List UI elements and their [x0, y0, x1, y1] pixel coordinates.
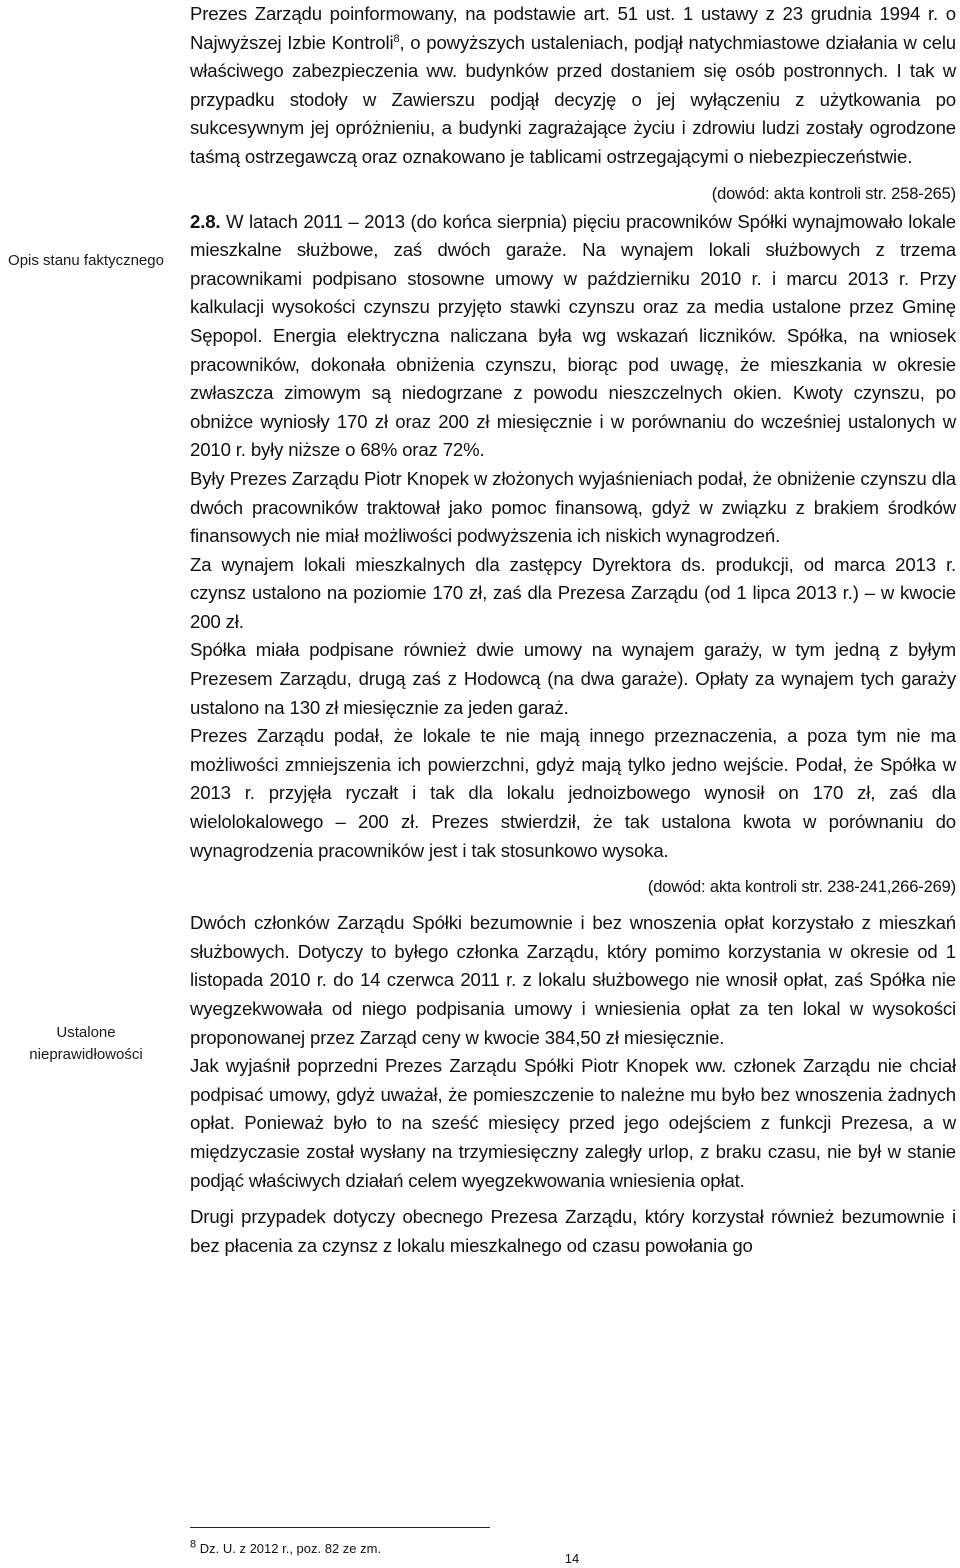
paragraph: Dwóch członków Zarządu Spółki bezumownie i bez wnoszenia opłat korzystało z mieszkań służbowych. Dotyczy to byłego członka Zarządu, który pomimo korzystania w okresie od 1 listopada 2010 r. do 14 czerwca 2011 r. z lokalu służbowego nie wnosił opłat, zaś Spółka nie wyegzekwowała od niego podpisania umowy i wniesienia opłat za ten lokal w wysokości proponowanej przez Zarząd ceny w kwocie 384,50 zł miesięcznie. — [190, 912, 956, 1048]
footnote-text: Dz. U. z 2012 r., poz. 82 ze zm. — [196, 1541, 382, 1556]
page-number: 14 — [564, 1551, 580, 1566]
footnote-reference: 8 — [393, 32, 400, 45]
paragraph: Jak wyjaśnił poprzedni Prezes Zarządu Spółki Piotr Knopek ww. członek Zarządu nie chciał podpisać umowy, gdyż uważał, że pomieszczenie to należne mu było bez wnoszenia żadnych opłat. Ponieważ było to na sześć miesięcy przed jego odejściem z funkcji Prezesa, a w międzyczasie został wysłany na trzymiesięczny zaległy urlop, z braku czasu, nie był w stanie podjąć właściwych działań celem wyegzekwowania wniesienia opłat. — [190, 1055, 956, 1191]
section-number: 2.8. — [190, 210, 221, 232]
footnote-divider — [190, 1527, 490, 1528]
paragraph: Za wynajem lokali mieszkalnych dla zastępcy Dyrektora ds. produkcji, od marca 2013 r. czynsz ustalono na poziomie 170 zł, zaś dla Prezesa Zarządu (od 1 lipca 2013 r.) – w kwocie 200 zł. — [190, 553, 956, 632]
paragraph: Były Prezes Zarządu Piotr Knopek w złożonych wyjaśnieniach podał, że obniżenie czynszu dla dwóch pracowników traktował jako pomoc finansową, gdyż w związku z brakiem środków finansowych nie miał możliwości podwyższenia ich niskich wynagrodzeń. — [190, 467, 956, 547]
paragraph: Drugi przypadek dotyczy obecnego Prezesa Zarządu, który korzystał również bezumownie i bez płacenia za czynsz z lokalu mieszkalnego od czasu powołania go — [190, 1206, 956, 1256]
text-run: , o powyższych ustaleniach, podjął natychmiastowe działania w celu właściwego zabezpieczenia ww. budynków przed dostaniem się osób postronnych. I tak w przypadku stodoły w Zawierszu podjął decyzję o jej wyłączeniu z użytkowania po sukcesywnym jej opróżnieniu, a budynki zagrażające życiu i zdrowiu ludzi zostały ogrodzone taśmą ostrzegawczą oraz oznakowano je tablicami ostrzegającymi o niebezpieczeństwie. — [190, 31, 956, 167]
body-text — [190, 0, 956, 1260]
text-run: Prezes Zarządu poinformowany, na podstawie art. 51 ust. 1 ustawy z 23 grudnia 1994 r. o Najwyższej Izbie Kontroli — [190, 3, 956, 53]
paragraph — [190, 208, 956, 465]
paragraph: Spółka miała podpisane również dwie umowy na wynajem garaży, w tym jedną z byłym Prezesem Zarządu, drugą zaś z Hodowcą (na dwa garaże). Opłaty za wynajem tych garaży ustalono na 130 zł miesięcznie za jeden garaż. — [190, 639, 956, 718]
evidence-reference: (dowód: akta kontroli str. 238-241,266-269) — [647, 878, 956, 897]
evidence-reference: (dowód: akta kontroli str. 258-265) — [711, 184, 956, 203]
margin-note-facts: Opis stanu faktycznego — [8, 252, 164, 269]
footnote-number: 8 — [190, 1538, 197, 1551]
margin-note-irregularities: Ustalone nieprawidłowości — [29, 1024, 143, 1063]
text-run: W latach 2011 – 2013 (do końca sierpnia) pięciu pracowników Spółki wynajmowało lokale mieszkalne służbowe, zaś dwóch garaże. Na wynajem lokali służbowych z trzema pracownikami podpisano stosowne umowy w październiku 2010 r. i marcu 2013 r. Przy kalkulacji wysokości czynszu przyjęto stawki czynszu oraz za media ustalone przez Gminę Sępopol. Energia elektryczna naliczana była wg wskazań liczników. Spółka, na wniosek pracowników, dokonała obniżenia czynszu, biorąc pod uwagę, że mieszkania w okresie zwłaszcza zimowym są niedogrzane z powodu nieszczelnych okien. Kwoty czynszu, po obniżce wyniosły 170 zł oraz 200 zł miesięcznie i w porównaniu do wcześniej ustalonych w 2010 r. były niższe o 68% oraz 72%. — [190, 210, 956, 461]
paragraph — [190, 0, 956, 172]
paragraph: Prezes Zarządu podał, że lokale te nie mają innego przeznaczenia, a poza tym nie ma możliwości zmniejszenia ich powierzchni, gdyż mają tylko jedno wejście. Podał, że Spółka w 2013 r. przyjęła ryczałt i tak dla lokalu jednoizbowego wynosił on 170 zł, zaś dla wielolokalowego – 200 zł. Prezes stwierdził, że tak ustalona kwota w porównaniu do wynagrodzenia pracowników jest i tak stosunkowo wysoka. — [190, 725, 956, 861]
